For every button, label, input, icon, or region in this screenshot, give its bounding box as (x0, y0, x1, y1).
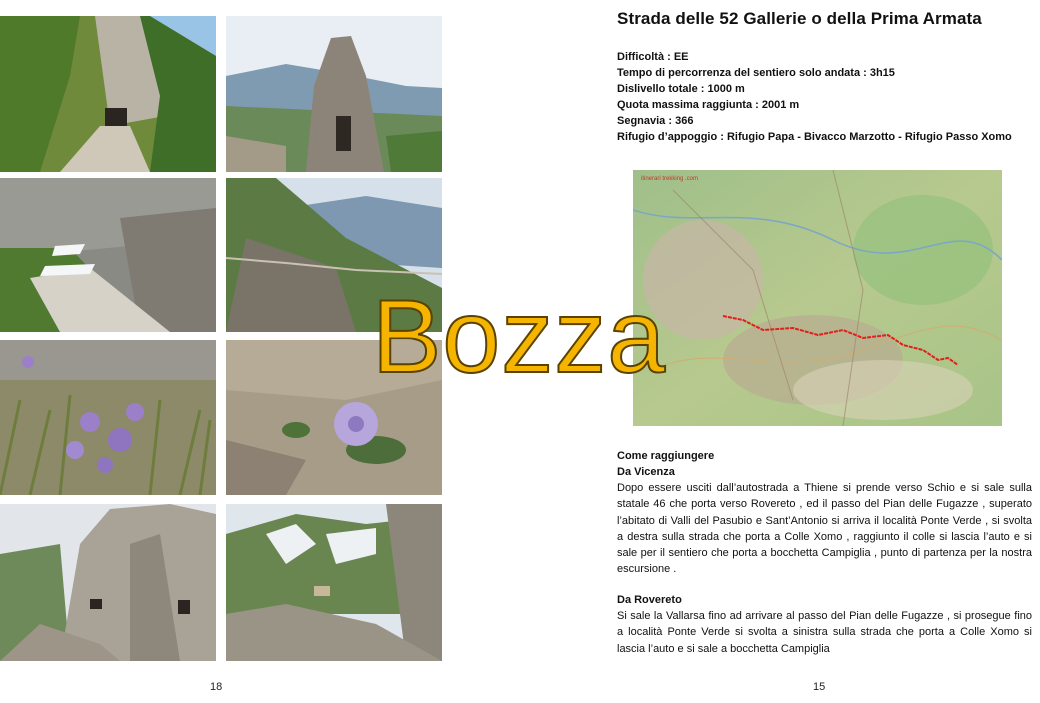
left-page-number: 18 (210, 681, 223, 693)
rock-flower-photo (226, 340, 442, 495)
cliff-road-snow-photo (0, 178, 216, 332)
section-heading: Come raggiungere (617, 450, 715, 462)
map-site-label: itinerari trekking .com (641, 176, 699, 182)
directions-section (617, 448, 1032, 578)
from-rovereto-text: Si sale la Vallarsa fino ad arrivare al passo del Pian delle Fugazze , si prosegue fino a località Ponte Verde si svolta a sinistra sulla strada che porta a Colle Xomo si lascia l’auto e si sale a bocchetta Campiglia (617, 610, 1032, 655)
spec-max-altitude: Quota massima raggiunta : 2001 m (617, 99, 800, 111)
spec-support-huts: Rifugio d’appoggio : Rifugio Papa - Bivacco Marzotto - Rifugio Passo Xomo (617, 131, 1012, 143)
from-rovereto-heading: Da Rovereto (617, 594, 682, 606)
spec-trail-marker: Segnavia : 366 (617, 115, 694, 127)
from-vicenza-heading: Da Vicenza (617, 466, 675, 478)
purple-flowers-photo (0, 340, 216, 495)
spec-difficulty: Difficoltà : EE (617, 51, 689, 63)
rock-spire-photo (226, 16, 442, 172)
right-page-number: 15 (813, 681, 826, 693)
draft-watermark: Bozza (372, 279, 667, 395)
trail-specs (617, 49, 1037, 145)
spec-elevation-gain: Dislivello totale : 1000 m (617, 83, 745, 95)
rovereto-section (617, 592, 1032, 657)
page-title: Strada delle 52 Gallerie o della Prima Armata (617, 9, 982, 28)
from-vicenza-text: Dopo essere usciti dall’autostrada a Thiene si prende verso Schio e si sale sulla statale 46 che porta verso Rovereto , ed il passo del Pian delle Fugazze , superato l’abitato di Valli del Pasubio e Sant’Antonio si arriva il località Ponte Verde , si svolta a destra sulla strada che porta a Colle Xomo , raggiunto il colle si lascia l’auto e si sale per il sentiero che porta a bocchetta Campiglia , punto di partenza per la nostra escursione . (617, 482, 1032, 576)
spec-duration: Tempo di percorrenza del sentiero solo andata : 3h15 (617, 67, 895, 79)
mountain-pass-snow-photo (226, 504, 442, 661)
mountain-tunnel-path-photo (0, 16, 216, 172)
valley-road-photo (226, 178, 442, 332)
route-map (633, 170, 1002, 426)
rock-face-tunnels-photo (0, 504, 216, 661)
